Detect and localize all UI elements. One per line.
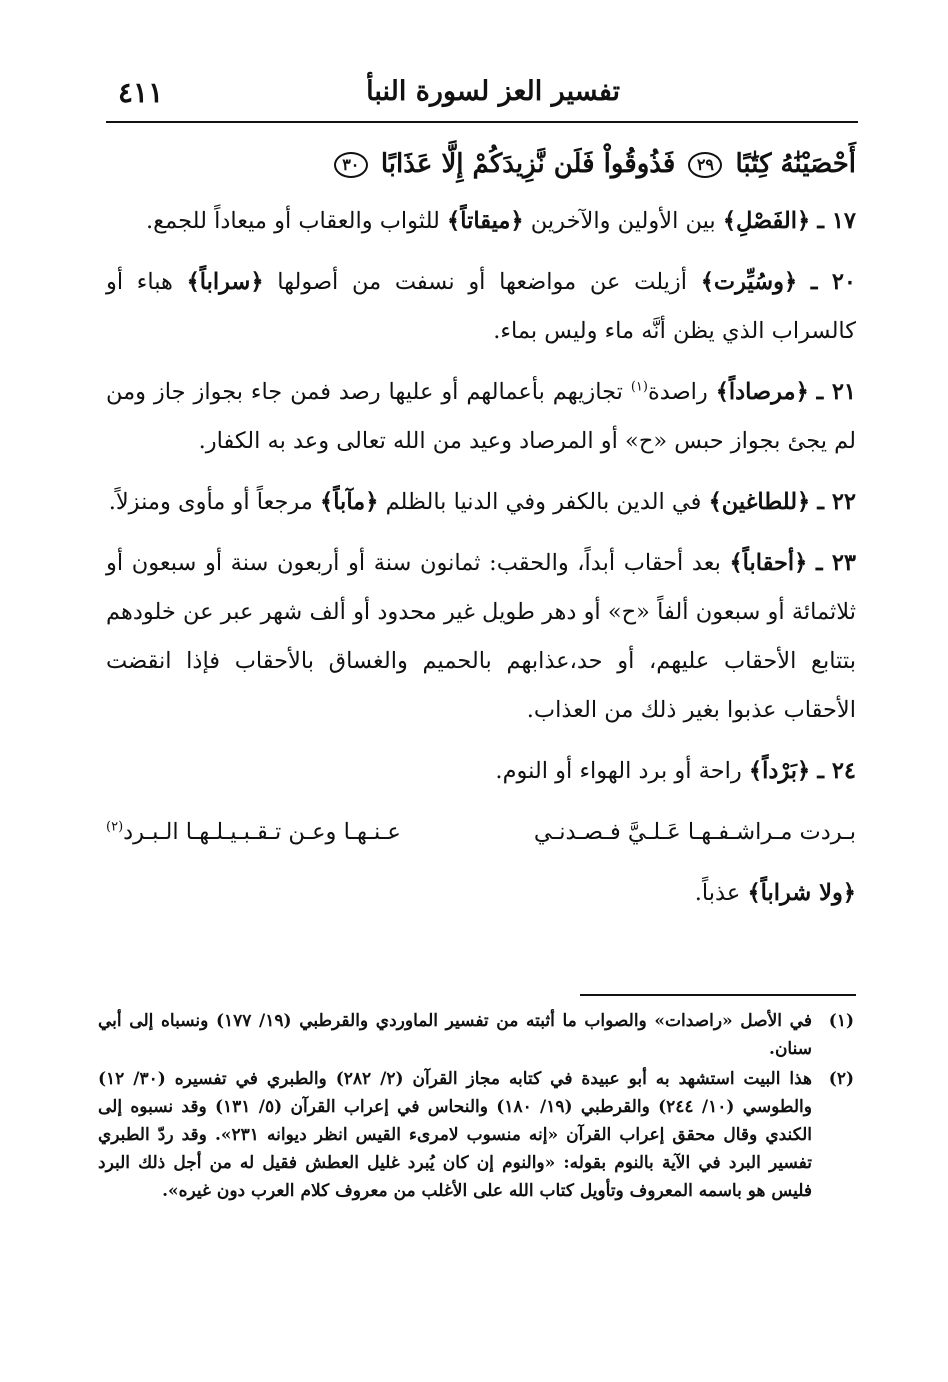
entry-text: هباء أو كالسراب الذي يظن أنَّه ماء وليس بماء. [106,269,856,344]
entry-number: ٢٤ ـ [817,758,856,784]
header-title: تفسير العز لسورة النبأ [366,76,620,107]
running-header [118,70,856,114]
quran-term: ﴿للطاغين﴾ [708,489,811,515]
entry-20 [106,258,856,356]
entry-last [106,869,856,918]
ayah-number-marker: ٢٩ [688,152,722,178]
entry-22 [106,478,856,527]
ayah-number-marker: ٣٠ [334,152,368,178]
entry-text: مرجعاً أو مأوى ومنزلاً. [108,489,313,515]
main-text [106,140,856,930]
verse-text-a: أَحْصَيْنَٰهُ كِتَٰبًا [735,149,856,179]
footnote-reference: (٢) [106,819,124,835]
quran-term: ﴿ولا شراباً﴾ [747,880,856,906]
footnote [98,1007,854,1063]
verse-text-b: فَذُوقُواْ فَلَن نَّزِيدَكُمْ إِلَّا عَذَابًا [380,149,676,179]
entry-text: راحة أو برد الهواء أو النوم. [495,758,742,784]
page-number: ٤١١ [118,76,164,109]
quran-term: ﴿بَرْداً﴾ [748,758,811,784]
entry-text: عذباً. [694,880,741,906]
footnote [98,1065,854,1205]
entry-23 [106,539,856,735]
entry-text: للثواب والعقاب أو ميعاداً للجمع. [145,208,440,234]
entry-number: ٢٣ ـ [815,550,856,576]
footnotes [98,1007,854,1207]
entry-17 [106,197,856,246]
footnote-rule [580,994,856,996]
footnote-reference: (١) [630,379,648,395]
quran-term: ﴿مآباً﴾ [320,489,379,515]
entry-24 [106,747,856,796]
footnote-text: في الأصل «راصدات» والصواب ما أثبته من تفسير الماوردي والقرطبي (١٩/ ١٧٧) ونسباه إلى أبي سنان. [98,1011,812,1059]
footnote-marker: (١) [828,1011,854,1031]
footnote-marker: (٢) [828,1069,854,1089]
poetry-verse [106,808,856,857]
poetry-hemistich-2: عـنـهـا وعـن تـقـبـيـلـهـا الـبـرد [123,819,401,845]
quran-term: ﴿أحقاباً﴾ [729,550,808,576]
quran-term: ﴿وسُيِّرت﴾ [700,269,798,295]
quran-verse [106,140,856,189]
entry-text: أزيلت عن مواضعها أو نسفت من أصولها [277,269,688,295]
entry-text: بين الأولين والآخرين [530,208,716,234]
quran-term: ﴿الفَصْلِ﴾ [722,208,811,234]
poetry-hemistich-1: بـردت مـراشـفـهـا عَـلـيَّ فـصـدنـي [533,819,856,845]
entry-number: ٢٠ ـ [810,269,856,295]
entry-text: في الدين بالكفر وفي الدنيا بالظلم [385,489,702,515]
entry-text: تجازيهم بأعمالهم أو عليها رصد فمن جاء بجواز جاز ومن لم يجئ بجواز حبس «ح» أو المرصاد وعيد من الله تعالى وعد به الكفار. [106,379,856,454]
header-rule [106,121,858,123]
entry-number: ١٧ ـ [817,208,856,234]
entry-number: ٢١ ـ [816,379,856,405]
quran-term: ﴿مرصاداً﴾ [715,379,809,405]
quran-term: ﴿ميقاتاً﴾ [447,208,524,234]
quran-term: ﴿سراباً﴾ [186,269,264,295]
entry-21 [106,368,856,466]
footnote-text: هذا البيت استشهد به أبو عبيدة في كتابه مجاز القرآن (٢/ ٢٨٢) والطبري في تفسيره (٣٠/ ١٢) والطوسي (١٠/ ٢٤٤) والقرطبي (١٩/ ١٨٠) والنحاس في إعراب القرآن (٥/ ١٣١) وقد نسبوه إلى الكندي وقال محقق إعراب القرآن «إنه منسوب لامرىء القيس انظر ديوانه ٢٣١». وقد ردّ الطبري تفسير البرد في الآية بالنوم بقوله: «والنوم إن كان يُبرد غليل العطش فقيل له من أجل ذلك البرد فليس هو باسمه المعروف وتأويل كتاب الله على الأغلب من معروف كلام العرب دون غيره». [98,1069,812,1201]
entry-number: ٢٢ ـ [817,489,856,515]
entry-text: بعد أحقاب أبداً، والحقب: ثمانون سنة أو أربعون سنة أو سبعون أو ثلاثمائة أو سبعون ألفاً «ح» أو دهر طويل غير محدود أو ألف شهر عبر عن خلودهم بتتابع الأحقاب عليهم، أو حد،عذابهم بالحميم والغساق بالأحقاب فإذا انقضت الأحقاب عذبوا بغير ذلك من العذاب. [106,550,856,723]
entry-text: راصدة [647,379,708,405]
